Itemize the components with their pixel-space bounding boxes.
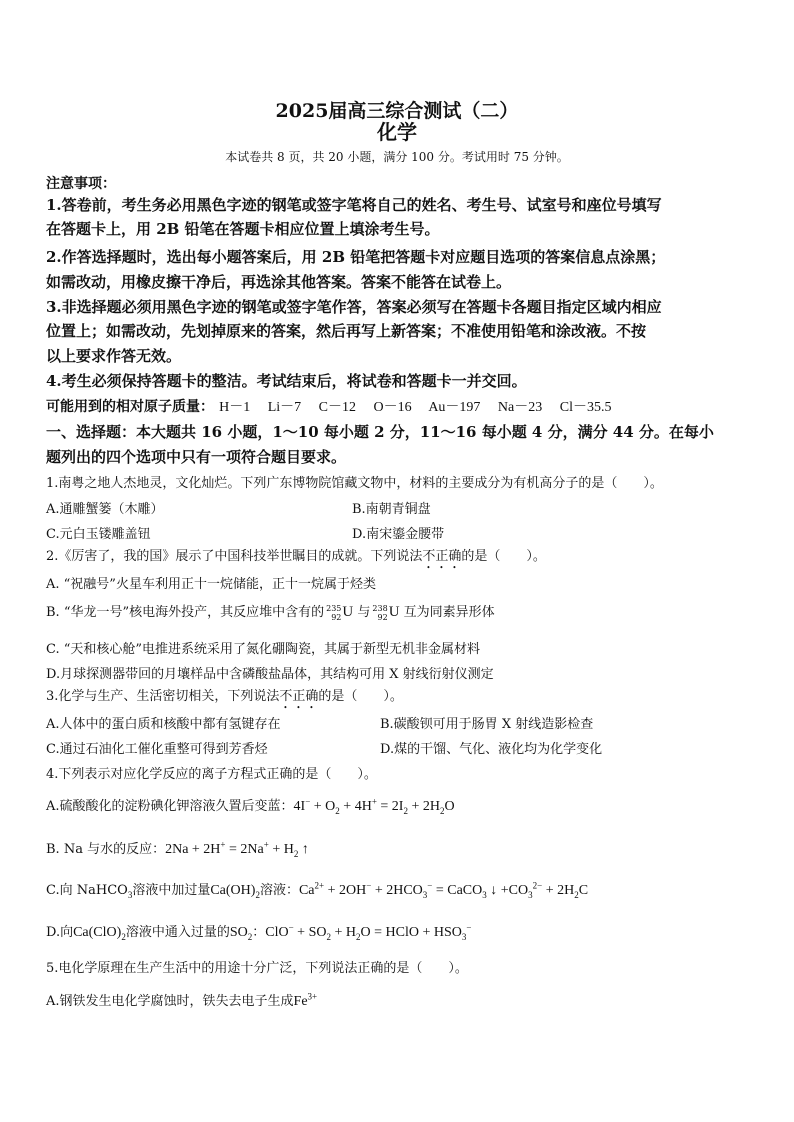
q4-option-c: C.向 NaHCO$_3$溶液中加过量$Ca(OH)_2$溶液：$Ca^{2+} + 2OH^- + 2HCO_3^-$ = CaCO$_3$ ↓ $+CO_3^{2-} + 2H_2C$: [46, 880, 589, 900]
q2-option-a: A. “祝融号”火星车利用正十一烷储能，正十一烷属于烃类: [46, 577, 376, 592]
q1-stem: 1.南粤之地人杰地灵，文化灿烂。下列广东博物院馆藏文物中，材料的主要成分为有机高分子的是（ ）。: [46, 476, 663, 491]
q2-option-d: D.月球探测器带回的月壤样品中含磷酸盐晶体，其结构可用 X 射线衍射仪测定: [46, 667, 494, 682]
section1-line2: 题列出的四个选项中只有一项符合题目要求。: [46, 448, 347, 466]
q3-option-d: D.煤的干馏、气化、液化均为化学变化: [380, 742, 603, 757]
q3-stem-post: 的是（ ）。: [318, 689, 403, 704]
q4-b-text: B. Na 与水的反应：: [46, 842, 166, 857]
note-1a: 1.答卷前，考生务必用黑色字迹的钢笔或签字笔将自己的姓名、考生号、试室号和座位号填写: [46, 196, 662, 214]
q4-option-a: [46, 795, 455, 815]
q4-d-text: D.向: [46, 925, 74, 940]
q4-c-reagent: $Ca(OH)_2$: [210, 883, 260, 900]
note-3a: 3.非选择题必须用黑色字迹的钢笔或签字笔作答，答案必须写在答题卡各题目指定区域内相应: [46, 298, 662, 316]
q5-a-text: A.钢铁发生电化学腐蚀时，铁失去电子生成: [46, 994, 294, 1009]
q4-d-text3: ：: [252, 925, 266, 940]
q5-option-a: [46, 990, 317, 1010]
q4-stem: 4.下列表示对应化学反应的离子方程式正确的是（ ）。: [46, 767, 377, 782]
section1-line1: 一、选择题：本大题共 16 小题，1～10 每小题 2 分，11～16 每小题 4 分，满分 44 分。在每小: [46, 423, 714, 441]
note-2b: 如需改动，用橡皮擦干净后，再选涂其他答案。答案不能答在试卷上。: [46, 273, 512, 291]
isotope-235: 235 92: [326, 603, 342, 622]
q4-a-equation: $4I^- + O_2 + 4H^+ = 2I_2 + 2H_2O$: [293, 796, 455, 816]
isotope-238: 238 92: [372, 603, 388, 622]
q5-stem: 5.电化学原理在生产生活中的用途十分广泛，下列说法正确的是（ ）。: [46, 961, 468, 976]
q4-d-equation: $ClO^- + SO_2 + H_2O$ = HClO + $HSO_3^-$: [265, 922, 472, 942]
q3-option-a: A.人体中的蛋白质和核酸中都有氢键存在: [46, 717, 281, 732]
q5-a-ion: $Fe^{3+}$: [293, 991, 318, 1009]
q4-d-text2: 溶液中通入过量的: [125, 925, 230, 940]
q4-a-text: A.硫酸酸化的淀粉碘化钾溶液久置后变蓝：: [46, 799, 294, 814]
q1-option-a: A.通雕蟹篓（木雕）: [46, 502, 164, 517]
q3-stem: [46, 685, 403, 712]
uranium-symbol-1: U: [342, 604, 354, 620]
q2-stem-pre: 2.《厉害了，我的国》展示了中国科技举世瞩目的成就。下列说法: [46, 549, 423, 564]
atomic-mass-label: 可能用到的相对原子质量：: [46, 399, 214, 415]
q1-option-c: C.元白玉镂雕盖钮: [46, 527, 151, 542]
exam-title: 2025届高三综合测试（二）: [275, 100, 519, 122]
q3-option-b: B.碳酸钡可用于肠胃 X 射线造影检查: [380, 717, 594, 732]
exam-info: 本试卷共 8 页，共 20 小题，满分 100 分。考试用时 75 分钟。: [225, 150, 569, 164]
q1-option-d: D.南宋鎏金腰带: [352, 527, 445, 542]
q2-b-pre: B. “华龙一号”核电海外投产，其反应堆中含有的: [46, 605, 325, 620]
q4-c-text3: 溶液：: [259, 883, 299, 898]
note-3b: 位置上；如需改动，先划掉原来的答案，然后再写上新答案；不准使用铅笔和涂改液。不按: [46, 322, 647, 340]
q4-c-text2: 溶液中加过量: [132, 883, 211, 898]
q4-option-b: [46, 838, 309, 858]
q2-stem-post: 的是（ ）。: [461, 549, 546, 564]
q3-option-c: C.通过石油化工催化重整可得到芳香烃: [46, 742, 268, 757]
q2-b-post: 互为同素异形体: [403, 605, 495, 620]
note-3c: 以上要求作答无效。: [46, 347, 182, 365]
atomic-mass-values: H－1 Li－7 C－12 O－16 Au－197 Na－23 Cl－35.5: [219, 400, 612, 415]
q2-stem-emphasis: 不正确: [422, 549, 462, 564]
subject-title: 化学: [377, 120, 417, 144]
q4-option-d: [46, 921, 471, 941]
uranium-symbol-2: U: [388, 604, 400, 620]
q4-d-reagent: $Ca(ClO)_2$: [73, 925, 126, 942]
q4-c-equation: $Ca^{2+} + 2OH^- + 2HCO_3^-$ = CaCO$_3$ ↓ $+CO_3^{2-} + 2H_2C$: [298, 880, 589, 900]
note-4: 4.考生必须保持答题卡的整洁。考试结束后，将试卷和答题卡一并交回。: [46, 372, 527, 390]
q2-option-b: [46, 601, 495, 622]
note-2a: 2.作答选择题时，选出每小题答案后，用 2B 铅笔把答题卡对应题目选项的答案信息点涂黑；: [46, 248, 666, 266]
q3-stem-pre: 3.化学与生产、生活密切相关，下列说法: [46, 689, 280, 704]
q2-stem: [46, 545, 546, 572]
q2-option-c: C. “天和核心舱”电推进系统采用了氮化硼陶瓷，其属于新型无机非金属材料: [46, 642, 481, 657]
atomic-mass-line: [46, 396, 611, 416]
q4-b-equation: $2Na + 2H^+ = 2Na^+ + H_2$ ↑: [165, 839, 309, 859]
q2-b-mid: 与: [357, 605, 371, 620]
q1-option-b: B.南朝青铜盘: [352, 502, 431, 517]
notes-heading: 注意事项：: [46, 176, 116, 192]
q3-stem-emphasis: 不正确: [279, 689, 319, 704]
q4-d-gas: $SO_2$: [229, 925, 253, 942]
q4-c-text: C.向 NaHCO: [46, 883, 128, 898]
note-1b: 在答题卡上，用 2B 铅笔在答题卡相应位置上填涂考生号。: [46, 220, 440, 238]
